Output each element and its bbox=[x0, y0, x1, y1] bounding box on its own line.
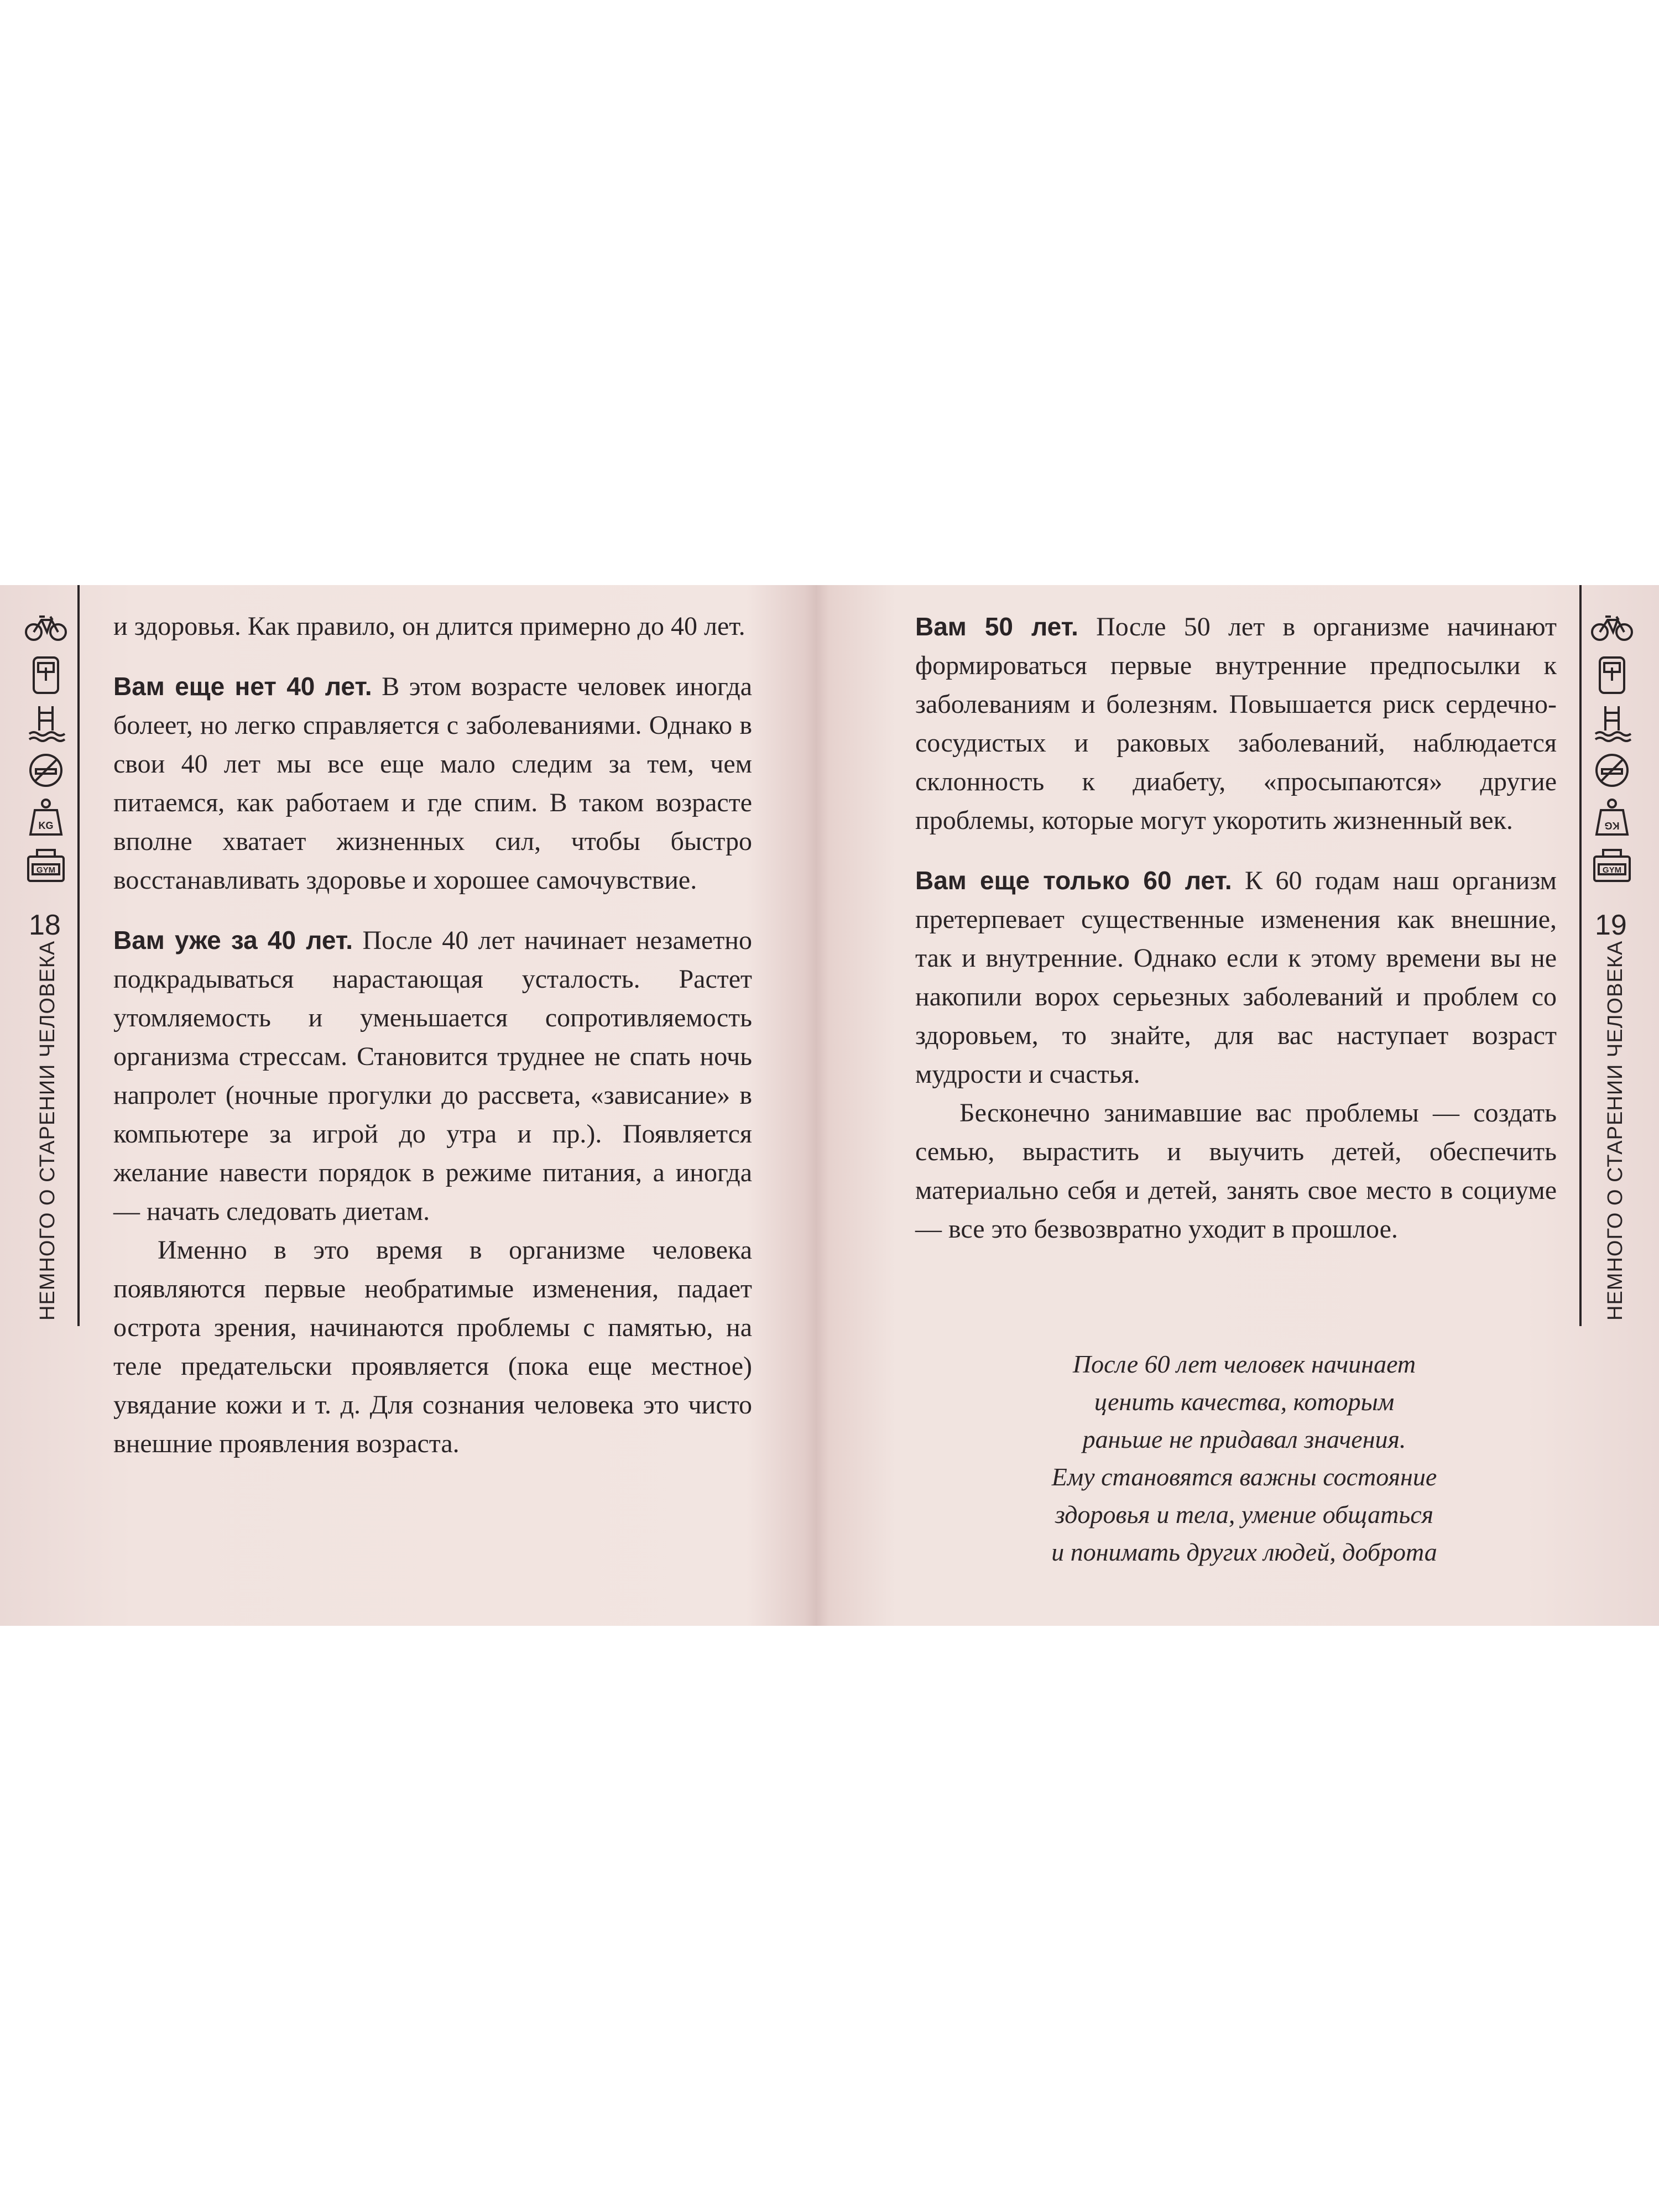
quote-line: раньше не придавал значения. bbox=[1082, 1425, 1406, 1453]
right-page bbox=[830, 585, 1659, 1626]
svg-text:KG: KG bbox=[1604, 820, 1620, 831]
page-number: 18 bbox=[29, 909, 61, 941]
scale-icon bbox=[1589, 652, 1635, 698]
left-page-text bbox=[113, 607, 752, 1463]
svg-text:GYM: GYM bbox=[1602, 865, 1622, 875]
running-head: НЕМНОГО О СТАРЕНИИ ЧЕЛОВЕКА bbox=[1604, 940, 1627, 1321]
book-spread bbox=[0, 585, 1659, 1626]
scale-icon bbox=[23, 652, 69, 698]
gym-icon bbox=[1589, 842, 1635, 889]
left-icon-column bbox=[15, 604, 76, 890]
paragraph-lead: Вам уже за 40 лет. bbox=[113, 926, 353, 954]
paragraph: и здоровья. Как правило, он длится примерно до 40 лет. bbox=[113, 612, 745, 641]
paragraph: Именно в это время в организме человека появляются первые необратимые изменения, падает острота зрения, начинаются проблемы с памятью, на теле предательски проявляется (пока еще местное) увядание кожи и т. д. Для сознания человека это чисто внешние проявления возраста. bbox=[113, 1235, 752, 1458]
paragraph-body: После 50 лет в организме начинают формироваться первые внутренние предпосылки к заболеваниям и болезням. Повышается риск сердечно-сосудистых и раковых заболеваний, наблюдается склонность к диабету, «просыпаются» другие проблемы, которые могут укоротить жизненный век. bbox=[915, 612, 1557, 835]
running-head: НЕМНОГО О СТАРЕНИИ ЧЕЛОВЕКА bbox=[36, 940, 59, 1321]
paragraph-lead: Вам 50 лет. bbox=[915, 612, 1078, 641]
pull-quote bbox=[995, 1345, 1493, 1571]
paragraph bbox=[113, 667, 752, 900]
paragraph-body: В этом возрасте человек иногда болеет, но легко справляется с заболеваниями. Однако в свои 40 лет мы все еще мало следим за тем, чем питаемся, как работаем и где спим. В таком возрасте вполне хватает жизненных сил, чтобы быстро восстанавливать здоровье и хорошее самочувствие. bbox=[113, 672, 752, 895]
page-number: 19 bbox=[1595, 909, 1627, 941]
gym-icon bbox=[23, 842, 69, 889]
quote-line: После 60 лет человек начинает bbox=[1072, 1350, 1416, 1378]
left-page bbox=[0, 585, 830, 1626]
right-icon-column bbox=[1582, 604, 1642, 890]
paragraph-lead: Вам еще нет 40 лет. bbox=[113, 672, 372, 701]
paragraph bbox=[113, 921, 752, 1231]
paragraph bbox=[915, 607, 1557, 840]
svg-text:KG: KG bbox=[38, 820, 54, 831]
svg-text:GYM: GYM bbox=[36, 865, 56, 875]
no-smoking-icon bbox=[23, 747, 69, 794]
swimming-pool-icon bbox=[23, 700, 69, 746]
swimming-pool-icon bbox=[1589, 700, 1635, 746]
right-page-text bbox=[915, 607, 1557, 1249]
bicycle-icon bbox=[1589, 604, 1635, 651]
quote-line: ценить качества, которым bbox=[1094, 1387, 1395, 1416]
bicycle-icon bbox=[23, 604, 69, 651]
paragraph: Бесконечно занимавшие вас проблемы — создать семью, вырастить и выучить детей, обеспечить материально себя и детей, занять свое место в социуме — все это безвозвратно уходит в прошлое. bbox=[915, 1098, 1557, 1244]
paragraph-body: После 40 лет начинает незаметно подкрадываться нарастающая усталость. Растет утомляемость и уменьшается сопротивляемость организма стрессам. Становится труднее не спать ночь напролет (ночные прогулки до рассвета, «зависание» в компьютере за игрой до утра и пр.). Появляется желание навести порядок в режиме питания, а иногда — начать следовать диетам. bbox=[113, 926, 752, 1226]
paragraph-body: К 60 годам наш организм претерпевает существенные изменения как внешние, так и внутренние. Однако если к этому времени вы не накопили ворох серьезных заболеваний и проблем со здоровьем, то знайте, для вас наступает возраст мудрости и счастья. bbox=[915, 866, 1557, 1089]
quote-line: и понимать других людей, доброта bbox=[1051, 1538, 1437, 1566]
paragraph bbox=[915, 861, 1557, 1094]
weight-kg-icon bbox=[23, 795, 69, 841]
vertical-rule bbox=[77, 585, 80, 1326]
no-smoking-icon bbox=[1589, 747, 1635, 794]
paragraph-lead: Вам еще только 60 лет. bbox=[915, 866, 1232, 895]
quote-line: здоровья и тела, умение общаться bbox=[1055, 1500, 1434, 1528]
quote-line: Ему становятся важны состояние bbox=[1051, 1463, 1437, 1491]
weight-kg-icon bbox=[1589, 795, 1635, 841]
